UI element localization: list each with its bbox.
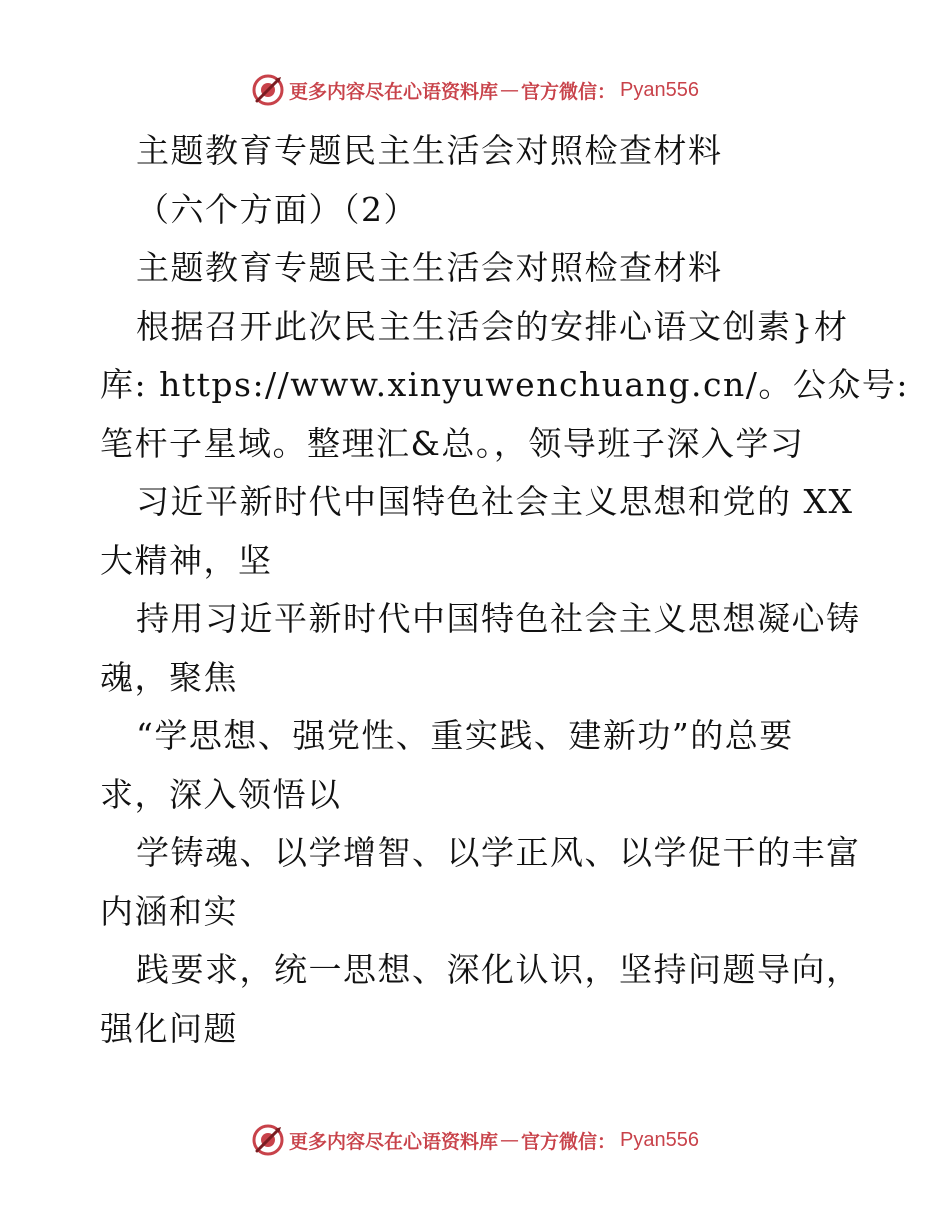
banner-main-text: 更多内容尽在心语资料库	[289, 1130, 499, 1153]
body-line: 大精神，坚	[100, 540, 273, 580]
url-text: 库: https://www.xinyuwenchuang.cn/。公众号:	[100, 365, 909, 404]
banner-separator: —	[500, 79, 520, 101]
body-line: 持用习近平新时代中国特色社会主义思想凝心铸	[136, 599, 861, 638]
body-line: 内涵和实	[100, 891, 238, 931]
body-line: 笔杆子星域。整理汇&总。，领导班子深入学习	[100, 423, 805, 463]
doc-title-line-1: 主题教育专题民主生活会对照检查材料	[136, 131, 723, 170]
body-line-url	[100, 356, 909, 415]
banner-wechat-id: Pyan556	[620, 78, 699, 101]
footer-banner	[0, 1122, 950, 1158]
body-line: 强化问题	[100, 1008, 238, 1048]
banner-wechat-label: 官方微信：	[521, 80, 617, 103]
banner-separator: —	[500, 1129, 520, 1151]
header-banner	[0, 72, 950, 108]
logo-icon	[251, 1123, 285, 1157]
document-body	[100, 122, 909, 1058]
body-line: 根据召开此次民主生活会的安排心语文创素}材	[136, 306, 849, 346]
banner-wechat-id: Pyan556	[620, 1128, 699, 1151]
body-line: “学思想、强党性、重实践、建新功”的总要	[136, 716, 794, 755]
body-line: 学铸魂、以学增智、以学正风、以学促干的丰富	[136, 833, 861, 872]
body-line: 践要求，统一思想、深化认识，坚持问题导向，	[136, 950, 861, 989]
doc-title-line-2: （六个方面）（2）	[136, 189, 418, 229]
logo-icon	[251, 73, 285, 107]
body-line: 求，深入领悟以	[100, 774, 342, 814]
body-line: 习近平新时代中国特色社会主义思想和党的 XX	[136, 482, 854, 521]
banner-wechat-label: 官方微信：	[521, 1130, 617, 1153]
banner-main-text: 更多内容尽在心语资料库	[289, 80, 499, 103]
doc-subtitle: 主题教育专题民主生活会对照检查材料	[136, 248, 723, 287]
body-line: 魂，聚焦	[100, 657, 238, 697]
